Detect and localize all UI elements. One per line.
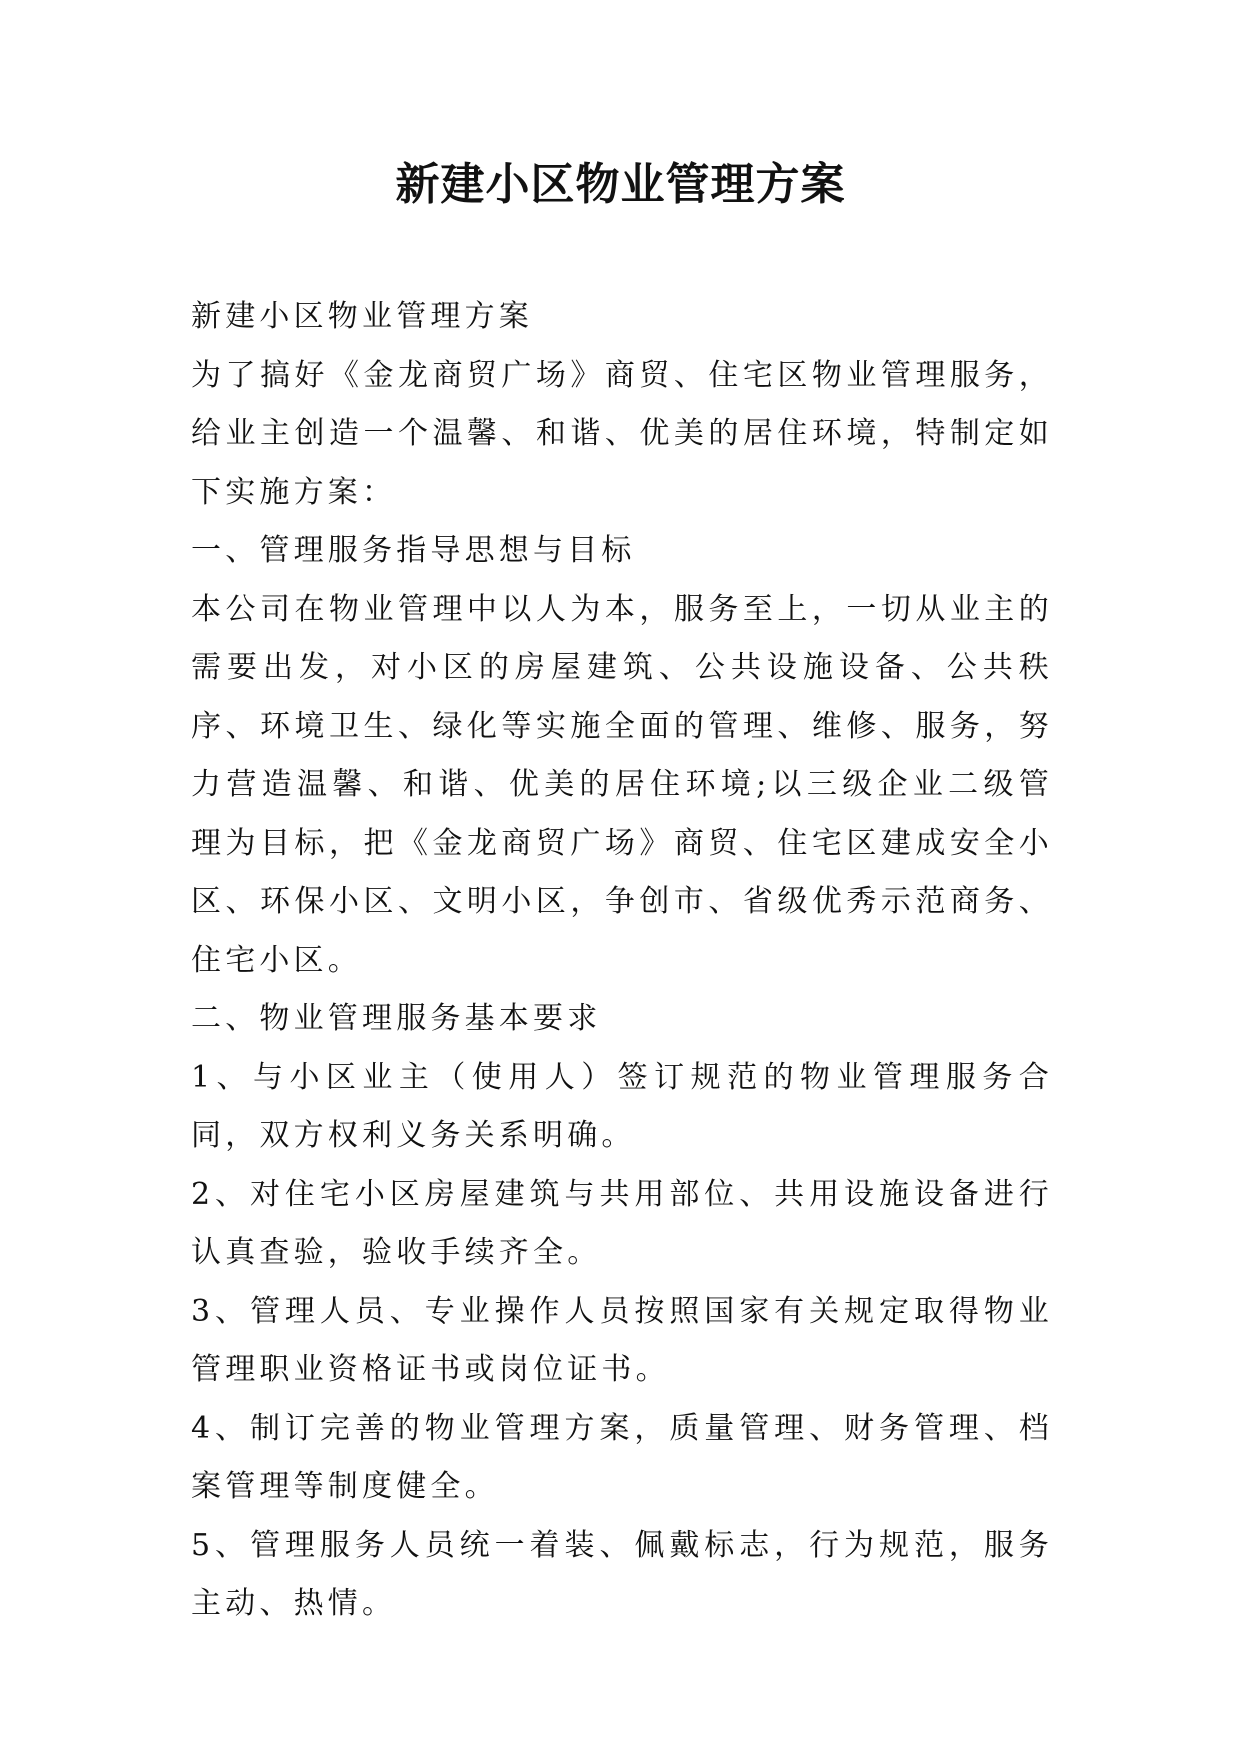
requirement-item-1: 1、与小区业主（使用人）签订规范的物业管理服务合同，双方权利义务关系明确。 xyxy=(191,1059,1053,1153)
requirement-item-5: 5、管理服务人员统一着装、佩戴标志，行为规范，服务主动、热情。 xyxy=(191,1527,1053,1621)
section-heading-2: 二、物业管理服务基本要求 xyxy=(191,1001,602,1036)
requirement-item-3: 3、管理人员、专业操作人员按照国家有关规定取得物业管理职业资格证书或岗位证书。 xyxy=(191,1293,1053,1387)
section-heading-1: 一、管理服务指导思想与目标 xyxy=(191,533,636,568)
document-body xyxy=(191,288,1053,1634)
document-title: 新建小区物业管理方案 xyxy=(395,159,846,210)
paragraph-guiding-principle: 本公司在物业管理中以人为本，服务至上，一切从业主的需要出发，对小区的房屋建筑、公共设施设备、公共秩序、环境卫生、绿化等实施全面的管理、维修、服务，努力营造温馨、和谐、优美的居住环境;以三级企业二级管理为目标，把《金龙商贸广场》商贸、住宅区建成安全小区、环保小区、文明小区，争创市、省级优秀示范商务、住宅小区。 xyxy=(191,591,1053,978)
paragraph-subtitle: 新建小区物业管理方案 xyxy=(191,299,533,334)
paragraph-intro: 为了搞好《金龙商贸广场》商贸、住宅区物业管理服务，给业主创造一个温馨、和谐、优美的居住环境，特制定如下实施方案： xyxy=(191,357,1053,510)
requirement-item-4: 4、制订完善的物业管理方案，质量管理、财务管理、档案管理等制度健全。 xyxy=(191,1410,1053,1504)
requirement-item-2: 2、对住宅小区房屋建筑与共用部位、共用设施设备进行认真查验，验收手续齐全。 xyxy=(191,1176,1053,1270)
